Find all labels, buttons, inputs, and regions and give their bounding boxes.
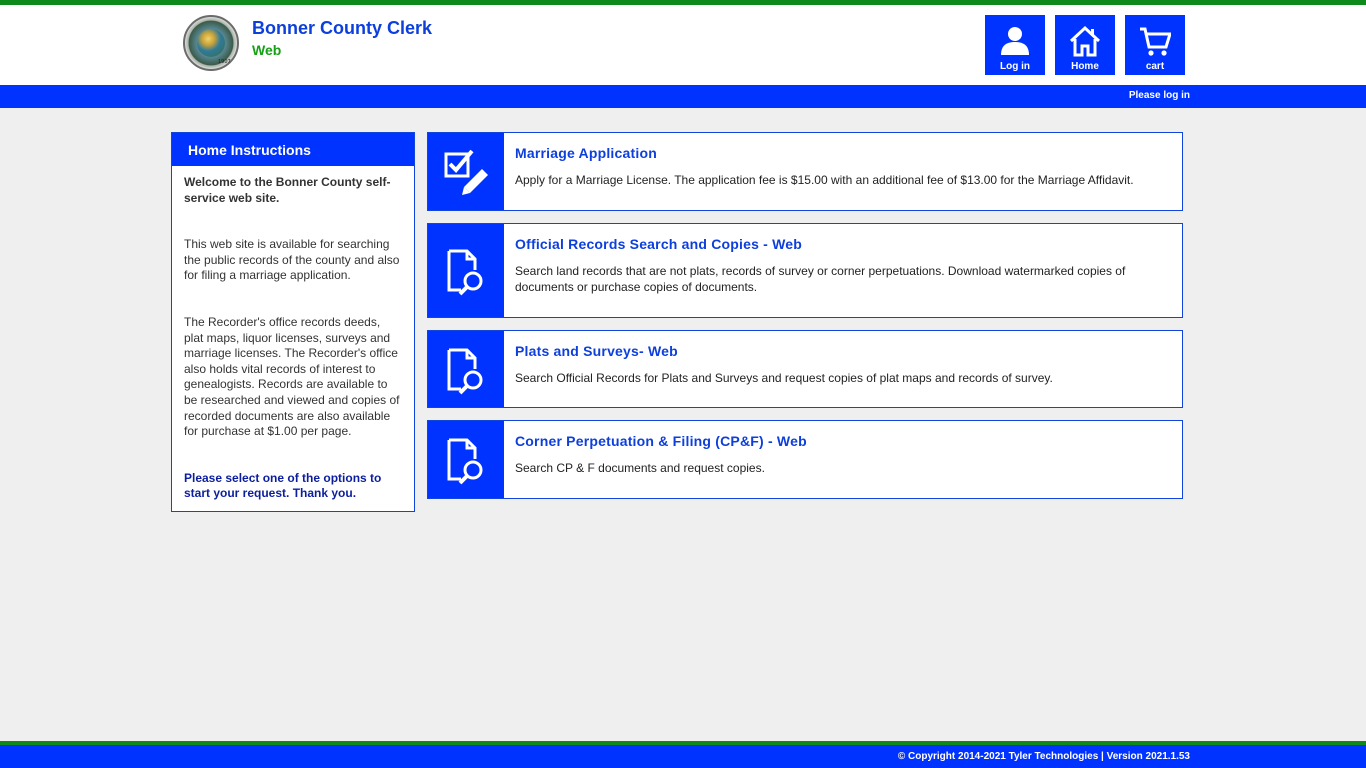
site-title[interactable]: Bonner County Clerk: [252, 18, 433, 38]
card-title[interactable]: Plats and Surveys- Web: [515, 343, 678, 359]
document-search-icon: [442, 437, 490, 485]
instructions-paragraph: This web site is available for searching the public records of the county and also for filing a marriage application.: [184, 237, 400, 283]
card-description: Search CP & F documents and request copies.: [515, 461, 765, 475]
site-footer: [0, 745, 1366, 768]
card-icon-tile: [428, 421, 504, 498]
user-icon: [999, 25, 1031, 57]
login-prompt-link[interactable]: Please log in: [1128, 90, 1190, 101]
card-icon-tile: [428, 224, 504, 317]
home-label: Home: [1071, 61, 1099, 72]
cart-button[interactable]: [1125, 15, 1185, 75]
card-icon-tile: [428, 331, 504, 407]
official-records-card[interactable]: [427, 223, 1183, 318]
home-instructions-panel: [171, 132, 415, 512]
instructions-heading: Home Instructions: [172, 133, 414, 166]
cart-label: cart: [1145, 61, 1165, 72]
seal-emblem: [197, 29, 225, 57]
seal-year: 1907: [218, 59, 231, 65]
instructions-welcome: Welcome to the Bonner County self-service web site.: [184, 175, 391, 205]
site-subtitle: Web: [252, 42, 282, 58]
corner-perpetuation-card[interactable]: [427, 420, 1183, 499]
site-header: [0, 5, 1366, 85]
document-search-icon: [442, 248, 490, 296]
login-label: Log in: [1000, 61, 1030, 72]
card-description: Apply for a Marriage License. The application fee is $15.00 with an additional fee of $13.00 for the Marriage Affidavit.: [515, 173, 1134, 187]
card-description: Search Official Records for Plats and Surveys and request copies of plat maps and records of survey.: [515, 371, 1053, 385]
login-button[interactable]: [985, 15, 1045, 75]
card-icon-tile: [428, 133, 504, 210]
card-title[interactable]: Official Records Search and Copies - Web: [515, 236, 803, 252]
checkbox-pencil-icon: [442, 149, 490, 197]
cart-icon: [1139, 25, 1171, 57]
home-icon: [1069, 25, 1101, 57]
plats-surveys-card[interactable]: [427, 330, 1183, 408]
instructions-closing: Please select one of the options to start your request. Thank you.: [184, 470, 382, 501]
home-button[interactable]: [1055, 15, 1115, 75]
card-title[interactable]: Marriage Application: [515, 145, 657, 161]
card-title[interactable]: Corner Perpetuation & Filing (CP&F) - Web: [515, 433, 807, 449]
card-description: Search land records that are not plats, records of survey or corner perpetuations. Download watermarked copies of documents or purchase copies of documents.: [515, 264, 1126, 294]
marriage-application-card[interactable]: [427, 132, 1183, 211]
document-search-icon: [442, 347, 490, 395]
county-seal-logo[interactable]: [183, 15, 239, 71]
instructions-paragraph: The Recorder's office records deeds, plat maps, liquor licenses, surveys and marriage licenses. The Recorder's office also holds vital records of interest to genealogists. Records are available to be researched and viewed and copies of recorded documents are also available for purchase at $1.00 per page.: [184, 314, 400, 439]
status-bar: [0, 85, 1366, 108]
copyright-text: © Copyright 2014-2021 Tyler Technologies | Version 2021.1.53: [897, 751, 1190, 762]
